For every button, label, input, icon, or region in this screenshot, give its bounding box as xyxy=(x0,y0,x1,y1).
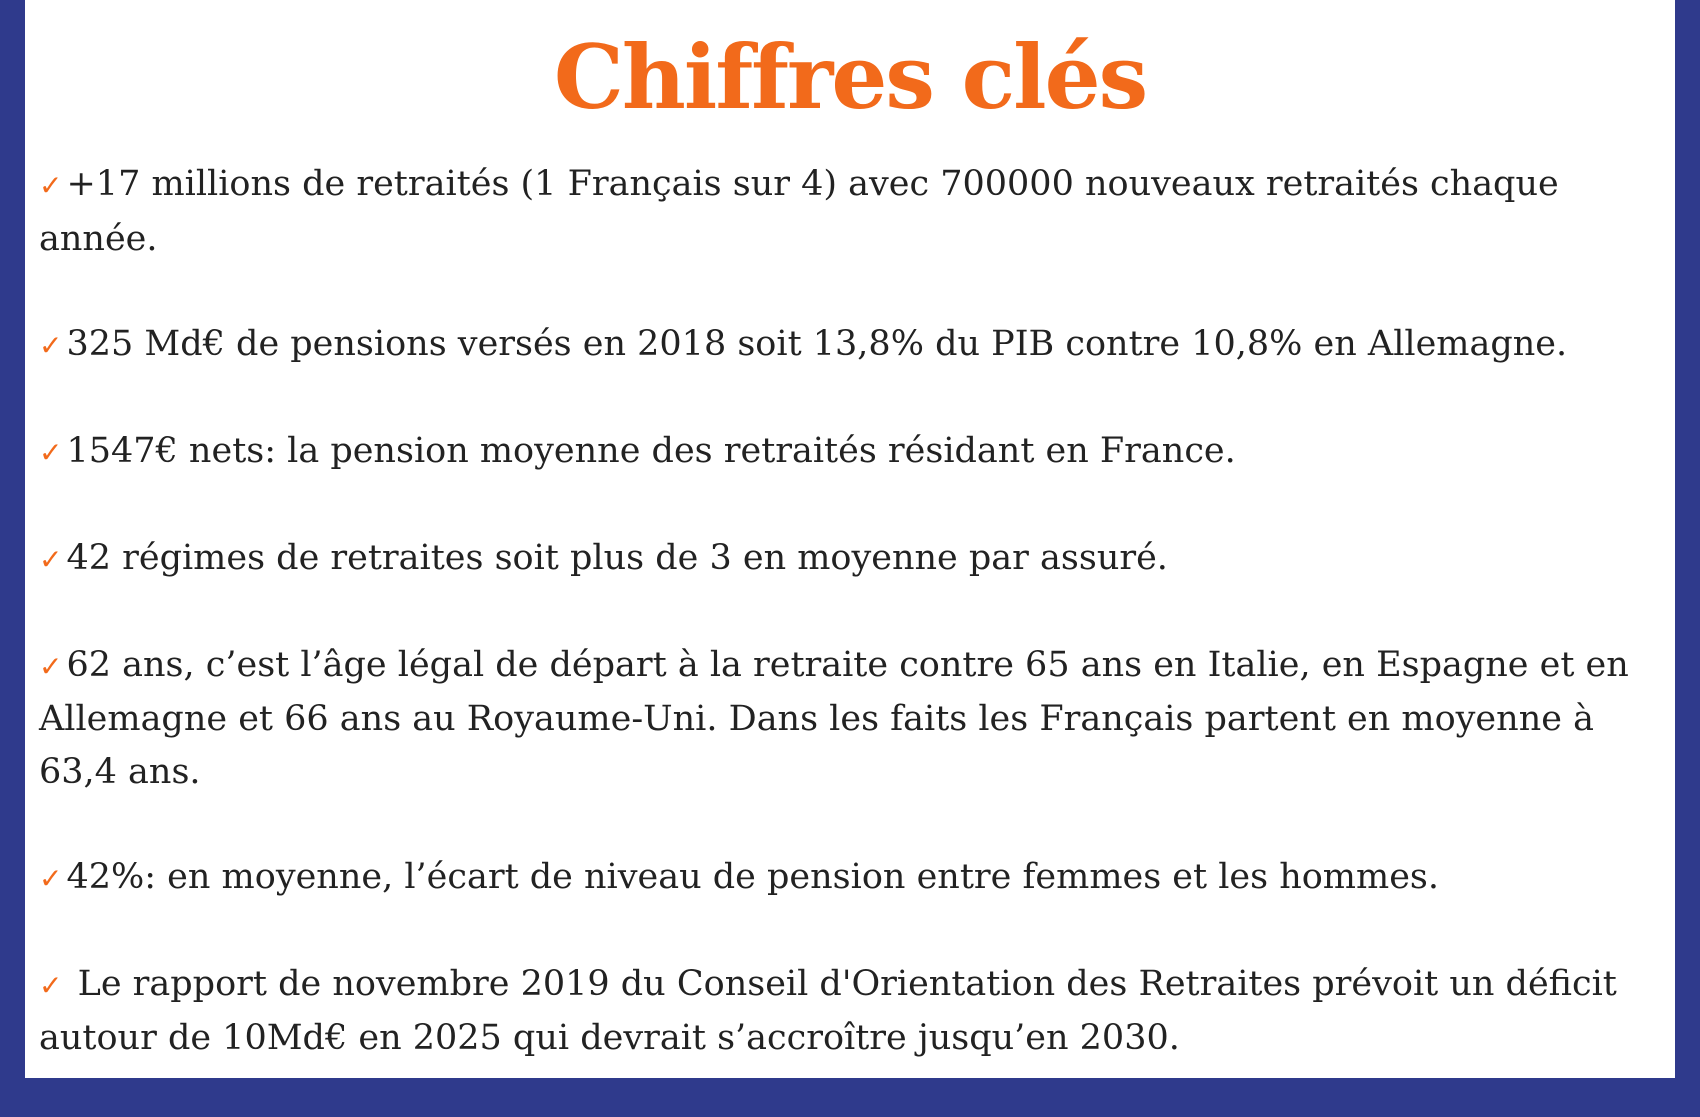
check-icon: ✓ xyxy=(39,328,63,362)
check-icon: ✓ xyxy=(39,542,63,576)
key-figures-card xyxy=(25,0,1675,1078)
page-title: Chiffres clés xyxy=(553,25,1147,129)
fact-text: 62 ans, c’est l’âge légal de départ à la retraite contre 65 ans en Italie, en Espagne et en Allemagne et 66 ans au Royaume-Uni. Dans les faits les Français partent en moyenne à 63,4 ans. xyxy=(39,644,1629,792)
fact-text: +17 millions de retraités (1 Français sur 4) avec 700000 nouveaux retraités chaque année. xyxy=(39,164,1559,259)
check-icon: ✓ xyxy=(39,649,63,683)
fact-text: 325 Md€ de pensions versés en 2018 soit 13,8% du PIB contre 10,8% en Allemagne. xyxy=(66,323,1568,364)
check-icon: ✓ xyxy=(39,435,63,469)
fact-item-1 xyxy=(39,158,1669,265)
fact-item-6 xyxy=(39,851,1669,906)
fact-item-5 xyxy=(39,639,1669,799)
facts-list xyxy=(39,158,1669,1117)
fact-item-2 xyxy=(39,318,1669,373)
fact-item-4 xyxy=(39,532,1669,587)
fact-item-7 xyxy=(39,958,1669,1065)
fact-item-3 xyxy=(39,425,1669,480)
fact-text: 1547€ nets: la pension moyenne des retraités résidant en France. xyxy=(66,430,1236,471)
fact-text: 42%: en moyenne, l’écart de niveau de pension entre femmes et les hommes. xyxy=(66,856,1439,897)
fact-text: Le rapport de novembre 2019 du Conseil d'Orientation des Retraites prévoit un déficit autour de 10Md€ en 2025 qui devrait s’accroître jusqu’en 2030. xyxy=(39,963,1617,1058)
fact-text: 42 régimes de retraites soit plus de 3 en moyenne par assuré. xyxy=(66,537,1168,578)
check-icon: ✓ xyxy=(39,169,63,202)
check-icon: ✓ xyxy=(39,968,63,1002)
check-icon: ✓ xyxy=(39,861,63,895)
